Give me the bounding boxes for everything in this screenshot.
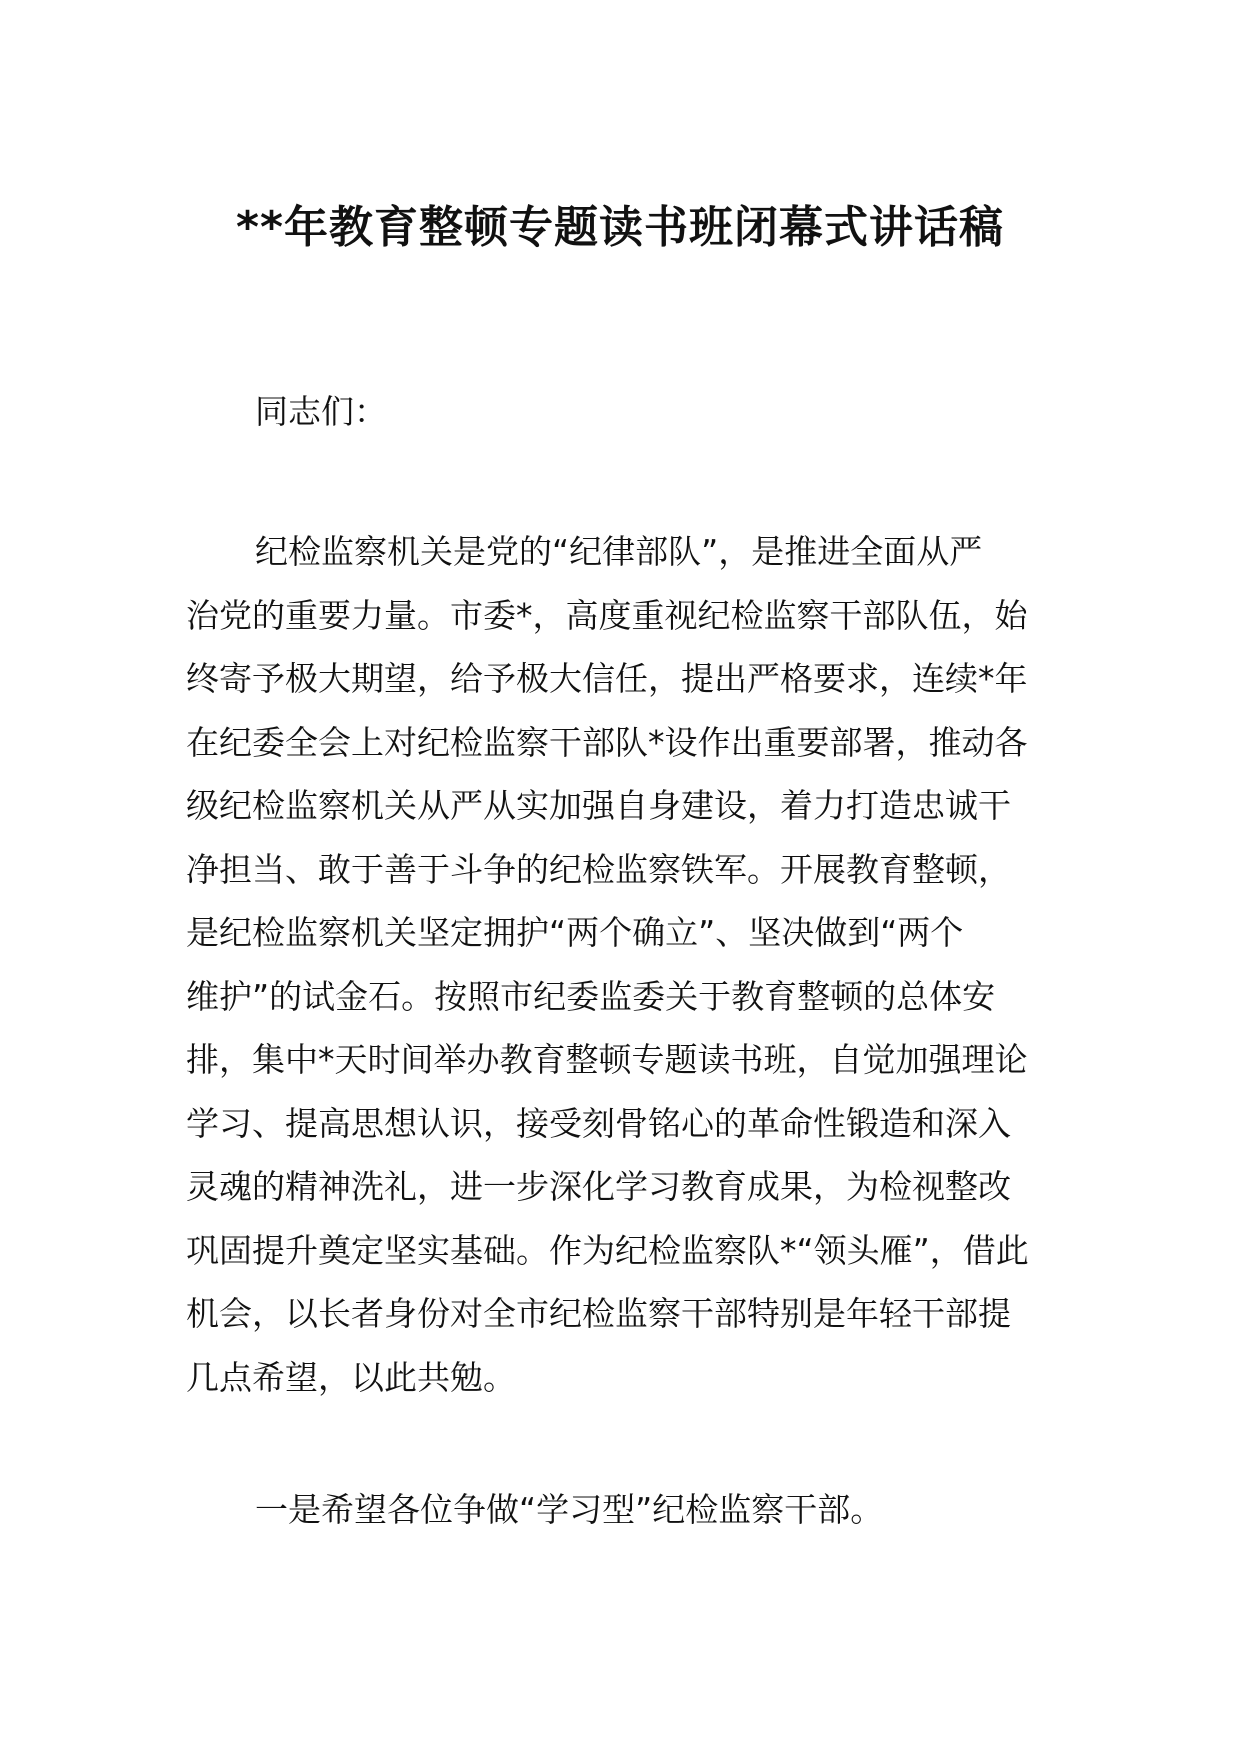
paragraph-line: 终寄予极大期望，给予极大信任，提出严格要求，连续*年: [186, 659, 1028, 698]
paragraph-line: 在纪委全会上对纪检监察干部队*设作出重要部署，推动各: [186, 722, 1028, 762]
paragraph-line: 级纪检监察机关从严从实加强自身建设，着力打造忠诚干: [186, 786, 1011, 825]
body-paragraph: [186, 520, 1056, 1409]
point-one: 一是希望各位争做“学习型”纪检监察干部。: [255, 1490, 884, 1529]
paragraph-line: 学习、提高思想认识，接受刻骨铭心的革命性锻造和深入: [186, 1103, 1011, 1143]
paragraph-line: 净担当、敢于善于斗争的纪检监察铁军。开展教育整顿，: [186, 849, 1011, 889]
paragraph-line: 灵魂的精神洗礼，进一步深化学习教育成果，为检视整改: [186, 1167, 1011, 1206]
paragraph-line: 巩固提升奠定坚实基础。作为纪检监察队*“领头雁”，借此: [186, 1230, 1029, 1270]
salutation: 同志们：: [255, 392, 387, 431]
document-title: **年教育整顿专题读书班闭幕式讲话稿: [235, 202, 1005, 253]
paragraph-line: 机会，以长者身份对全市纪检监察干部特别是年轻干部提: [186, 1294, 1011, 1333]
paragraph-line: 排，集中*天时间举办教育整顿专题读书班，自觉加强理论: [186, 1040, 1028, 1079]
paragraph-line: 维护”的试金石。按照市纪委监委关于教育整顿的总体安: [186, 976, 996, 1016]
paragraph-line: 是纪检监察机关坚定拥护“两个确立”、坚决做到“两个: [186, 913, 964, 952]
paragraph-line: 几点希望，以此共勉。: [186, 1357, 516, 1397]
paragraph-line: 纪检监察机关是党的“纪律部队”，是推进全面从严: [255, 532, 983, 571]
paragraph-line: 治党的重要力量。市委*，高度重视纪检监察干部队伍，始: [186, 595, 1028, 635]
